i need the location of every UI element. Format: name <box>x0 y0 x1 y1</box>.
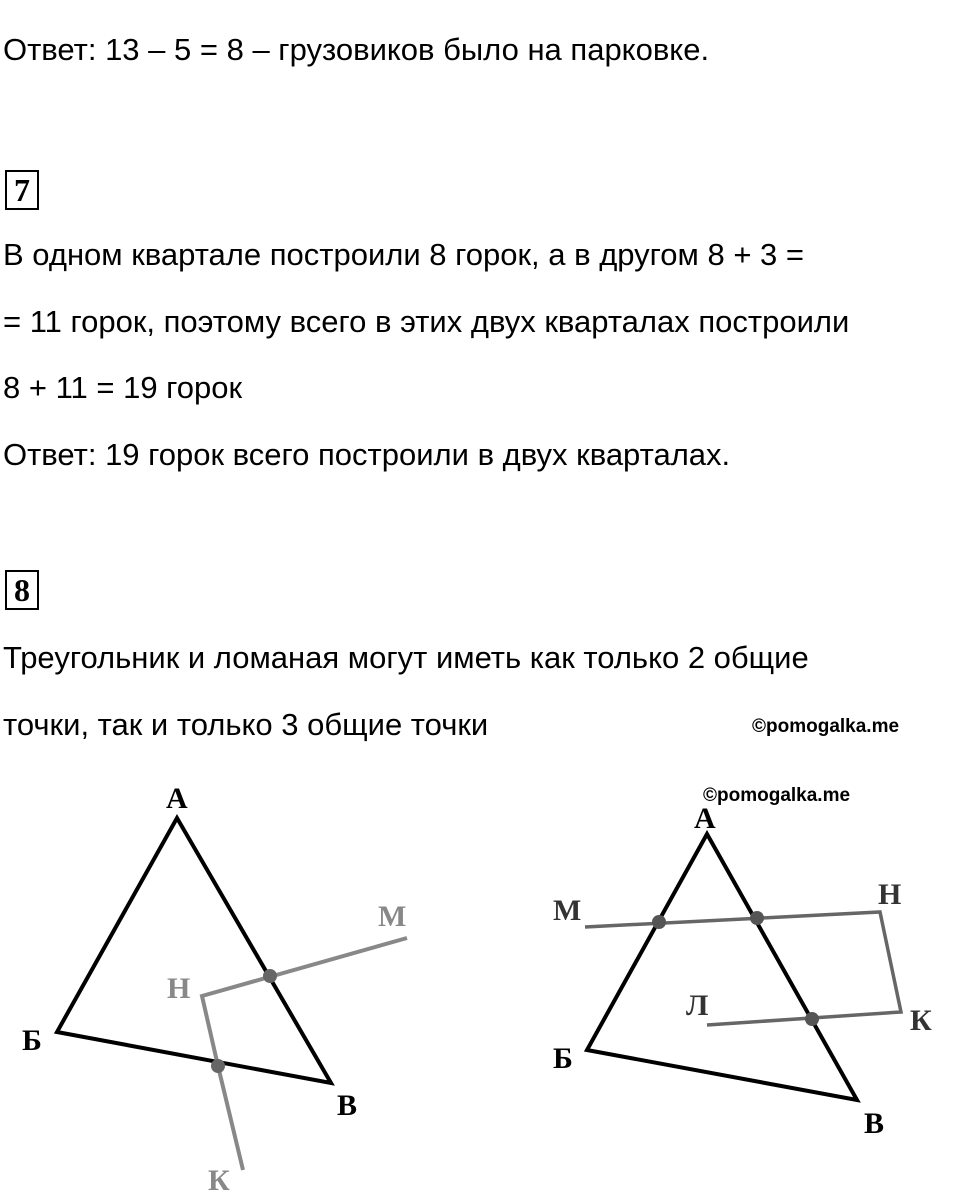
figure2-label-k: К <box>910 1004 932 1037</box>
task7-line3: 8 + 11 = 19 горок <box>3 370 243 405</box>
task-number-8: 8 <box>5 570 39 610</box>
figure1-label-b: Б <box>22 1024 42 1057</box>
figure2-intersection-point <box>652 915 666 929</box>
task8-line2: точки, так и только 3 общие точки <box>3 707 489 742</box>
figure1-intersection-point <box>211 1059 225 1073</box>
figure1-triangle <box>57 818 331 1083</box>
watermark-2: ©pomogalka.me <box>703 785 851 806</box>
task8-line1: Треугольник и ломаная могут иметь как только 2 общие <box>3 640 809 675</box>
geometry-figures <box>0 760 960 1195</box>
figure1-polyline <box>202 938 407 1170</box>
figure1-label-n: Н <box>167 972 191 1005</box>
figure2-label-l: Л <box>686 989 709 1022</box>
figure-1-triangle-polyline <box>22 782 407 1195</box>
figure1-label-a: А <box>166 782 188 815</box>
figure2-intersection-point <box>750 911 764 925</box>
task7-answer: Ответ: 19 горок всего построили в двух кварталах. <box>3 437 731 472</box>
task7-line1: В одном квартале построили 8 горок, а в другом 8 + 3 = <box>3 237 805 272</box>
figure1-label-v: В <box>337 1089 358 1122</box>
figure-2-triangle-polyline <box>553 802 932 1140</box>
watermark-1: ©pomogalka.me <box>752 716 900 737</box>
figure2-intersection-point <box>805 1012 819 1026</box>
figure1-intersection-point <box>263 969 277 983</box>
figure2-label-n: Н <box>878 878 902 911</box>
figure2-label-a: А <box>694 802 716 835</box>
answer-task6: Ответ: 13 – 5 = 8 – грузовиков было на парковке. <box>3 32 710 67</box>
figure2-label-m: М <box>553 894 582 927</box>
task7-line2: = 11 горок, поэтому всего в этих двух кварталах построили <box>3 304 850 339</box>
figure2-triangle <box>587 834 857 1100</box>
figure2-label-b: Б <box>553 1042 573 1075</box>
figure1-label-k: К <box>208 1164 230 1195</box>
figure1-label-m: М <box>378 900 407 933</box>
figure2-label-v: В <box>864 1107 885 1140</box>
task-number-7: 7 <box>5 170 39 210</box>
